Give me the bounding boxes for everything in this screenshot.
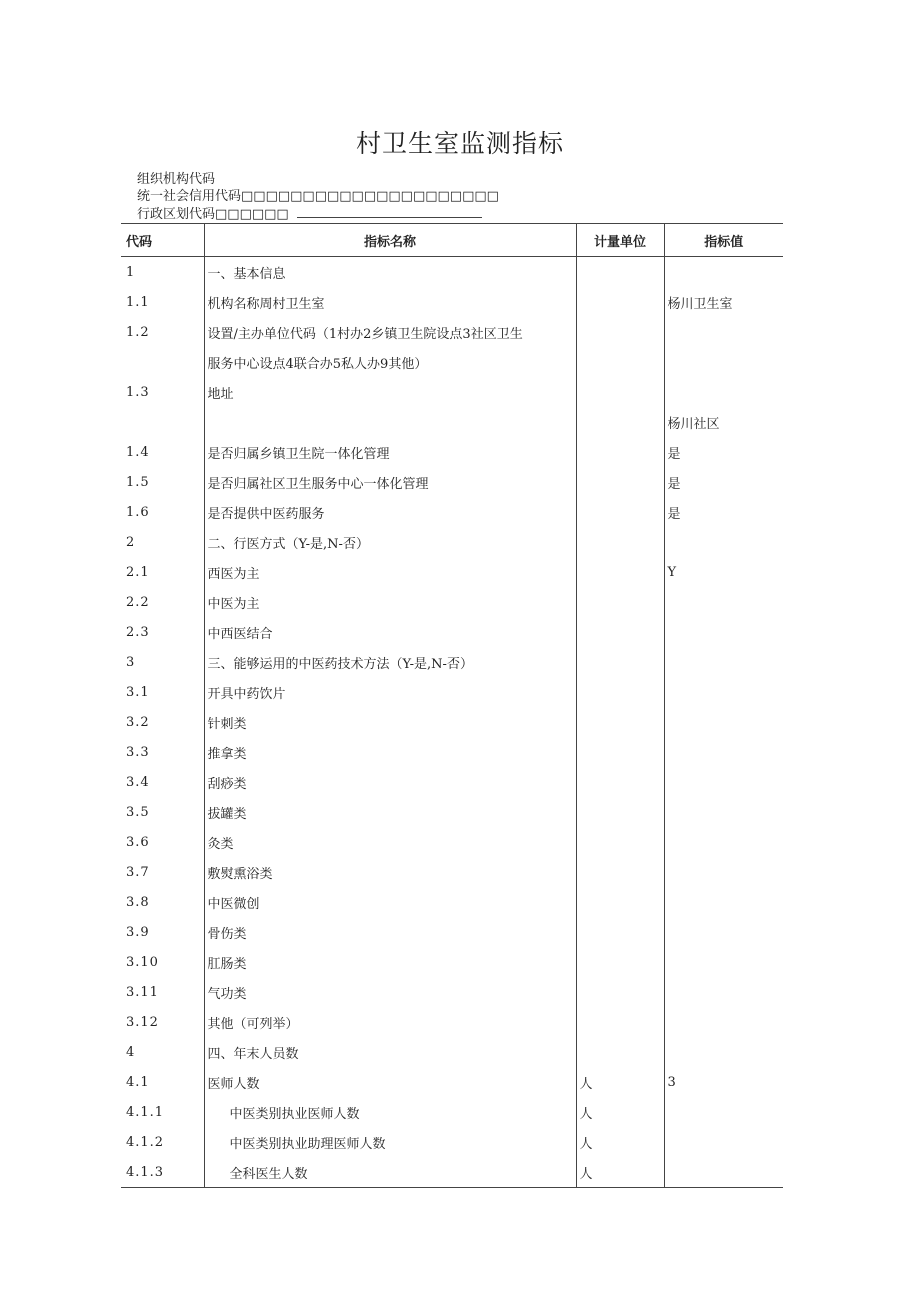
table-row	[121, 557, 783, 587]
row-code: 3.4	[126, 774, 150, 790]
row-value	[664, 977, 783, 1007]
row-name: 中医类别执业医师人数	[204, 1097, 576, 1127]
row-name: 四、年末人员数	[204, 1037, 576, 1067]
row-value	[664, 1157, 783, 1188]
row-name: 气功类	[204, 977, 576, 1007]
row-name: 中西医结合	[204, 617, 576, 647]
table-row	[121, 617, 783, 647]
table-row	[121, 317, 783, 347]
table-header-row	[121, 224, 783, 257]
table-row	[121, 1067, 783, 1097]
table-row	[121, 1037, 783, 1067]
row-name: 是否归属社区卫生服务中心一体化管理	[204, 467, 576, 497]
row-value	[664, 617, 783, 647]
row-code: 3.2	[126, 714, 150, 730]
row-name: 一、基本信息	[204, 257, 576, 288]
row-unit	[576, 587, 664, 617]
row-code: 4.1	[126, 1074, 150, 1090]
row-code: 3.8	[126, 894, 150, 910]
row-unit	[576, 287, 664, 317]
row-unit	[576, 257, 664, 288]
region-code-label: 行政区划代码□□□□□□	[137, 207, 289, 222]
row-code: 4.1.2	[126, 1134, 165, 1150]
header-unit: 计量单位	[576, 224, 664, 257]
row-name: 灸类	[204, 827, 576, 857]
row-value	[664, 317, 783, 347]
row-name: 中医为主	[204, 587, 576, 617]
row-code: 2	[126, 534, 136, 550]
row-name: 是否归属乡镇卫生院一体化管理	[204, 437, 576, 467]
table-row	[121, 677, 783, 707]
row-value: 是	[664, 497, 783, 527]
row-code: 1.3	[126, 384, 150, 400]
row-code: 3.1	[126, 684, 150, 700]
table-row	[121, 737, 783, 767]
row-name: 医师人数	[204, 1067, 576, 1097]
row-code: 2.3	[126, 624, 150, 640]
row-name: 中医类别执业助理医师人数	[204, 1127, 576, 1157]
row-unit	[576, 737, 664, 767]
table-row	[121, 497, 783, 527]
row-unit	[576, 857, 664, 887]
row-unit	[576, 887, 664, 917]
row-unit: 人	[576, 1097, 664, 1127]
table-row	[121, 1007, 783, 1037]
row-code: 1.2	[126, 324, 150, 340]
row-unit	[576, 527, 664, 557]
row-name: 全科医生人数	[204, 1157, 576, 1188]
row-name: 其他（可列举）	[204, 1007, 576, 1037]
row-name: 中医微创	[204, 887, 576, 917]
row-code: 4.1.1	[126, 1104, 165, 1120]
table-row	[121, 977, 783, 1007]
header-name: 指标名称	[204, 224, 576, 257]
row-unit	[576, 407, 664, 437]
row-value	[664, 737, 783, 767]
row-unit	[576, 1007, 664, 1037]
header-code: 代码	[121, 224, 204, 257]
row-unit	[576, 947, 664, 977]
table-row	[121, 347, 783, 377]
region-code-row	[137, 205, 482, 224]
row-unit	[576, 617, 664, 647]
row-code	[121, 407, 204, 437]
table-row	[121, 467, 783, 497]
table-row	[121, 857, 783, 887]
row-unit	[576, 827, 664, 857]
row-code: 1.1	[126, 294, 150, 310]
table-row	[121, 887, 783, 917]
row-value	[664, 347, 783, 377]
indicator-table	[121, 223, 783, 1188]
row-value: 是	[664, 437, 783, 467]
row-value	[664, 857, 783, 887]
row-name: 刮痧类	[204, 767, 576, 797]
row-value	[664, 1007, 783, 1037]
row-value	[664, 827, 783, 857]
table-row	[121, 797, 783, 827]
row-code: 3.7	[126, 864, 150, 880]
row-code: 3.9	[126, 924, 150, 940]
row-name: 西医为主	[204, 557, 576, 587]
row-unit: 人	[576, 1067, 664, 1097]
row-code: 1.4	[126, 444, 150, 460]
row-name: 推拿类	[204, 737, 576, 767]
row-value	[664, 767, 783, 797]
row-code: 3.5	[126, 804, 150, 820]
table-row	[121, 1097, 783, 1127]
row-code: 3	[126, 654, 136, 670]
table-row	[121, 707, 783, 737]
row-code: 3.12	[126, 1014, 159, 1030]
row-value	[664, 527, 783, 557]
row-code: 3.11	[126, 984, 159, 1000]
table-row	[121, 1127, 783, 1157]
row-value	[664, 1127, 783, 1157]
row-name: 骨伤类	[204, 917, 576, 947]
row-unit	[576, 677, 664, 707]
row-name	[204, 407, 576, 437]
row-unit	[576, 977, 664, 1007]
row-value: 是	[664, 467, 783, 497]
row-name: 二、行医方式（Y-是,N-否）	[204, 527, 576, 557]
row-name: 开具中药饮片	[204, 677, 576, 707]
row-name: 机构名称周村卫生室	[204, 287, 576, 317]
table-row	[121, 827, 783, 857]
row-code: 3.3	[126, 744, 150, 760]
table-row	[121, 1157, 783, 1188]
row-unit	[576, 437, 664, 467]
table-row	[121, 437, 783, 467]
row-name: 敷熨熏浴类	[204, 857, 576, 887]
row-value	[664, 707, 783, 737]
row-name: 服务中心设点4联合办5私人办9其他）	[204, 347, 576, 377]
row-unit	[576, 377, 664, 407]
row-code: 2.2	[126, 594, 150, 610]
row-value	[664, 947, 783, 977]
row-name: 拔罐类	[204, 797, 576, 827]
row-value	[664, 917, 783, 947]
row-code	[121, 347, 204, 377]
row-code: 4	[126, 1044, 136, 1060]
row-name: 是否提供中医药服务	[204, 497, 576, 527]
org-code-label: 组织机构代码	[137, 172, 216, 187]
row-name: 地址	[204, 377, 576, 407]
table-row	[121, 527, 783, 557]
row-value: 3	[664, 1067, 783, 1097]
row-code: 1	[126, 264, 136, 280]
row-unit	[576, 1037, 664, 1067]
row-value	[664, 257, 783, 288]
table-row	[121, 947, 783, 977]
row-unit	[576, 557, 664, 587]
credit-code-label: 统一社会信用代码□□□□□□□□□□□□□□□□□□□□□	[137, 189, 499, 204]
row-value	[664, 1097, 783, 1127]
table-row	[121, 767, 783, 797]
row-unit	[576, 497, 664, 527]
row-value	[664, 677, 783, 707]
table-row	[121, 257, 783, 288]
region-code-blank	[297, 205, 482, 218]
row-code: 1.6	[126, 504, 150, 520]
row-value	[664, 377, 783, 407]
row-unit: 人	[576, 1127, 664, 1157]
row-name: 肛肠类	[204, 947, 576, 977]
table-row	[121, 407, 783, 437]
row-unit: 人	[576, 1157, 664, 1188]
row-unit	[576, 767, 664, 797]
table-row	[121, 587, 783, 617]
row-name: 设置/主办单位代码（1村办2乡镇卫生院设点3社区卫生	[204, 317, 576, 347]
row-name: 三、能够运用的中医药技术方法（Y-是,N-否）	[204, 647, 576, 677]
table-row	[121, 647, 783, 677]
table-row	[121, 377, 783, 407]
row-unit	[576, 707, 664, 737]
row-value	[664, 1037, 783, 1067]
row-value	[664, 887, 783, 917]
row-code: 4.1.3	[121, 1157, 204, 1188]
table-row	[121, 287, 783, 317]
row-code: 1.5	[126, 474, 150, 490]
row-value	[664, 647, 783, 677]
row-value	[664, 797, 783, 827]
table-row	[121, 917, 783, 947]
row-code: 3.6	[126, 834, 150, 850]
row-value: 杨川社区	[664, 407, 783, 437]
row-unit	[576, 797, 664, 827]
row-code: 2.1	[126, 564, 150, 580]
header-value: 指标值	[664, 224, 783, 257]
row-value	[664, 587, 783, 617]
row-unit	[576, 647, 664, 677]
row-value: 杨川卫生室	[664, 287, 783, 317]
row-code: 3.10	[126, 954, 159, 970]
page-title: 村卫生室监测指标	[355, 129, 564, 158]
row-unit	[576, 917, 664, 947]
row-name: 针刺类	[204, 707, 576, 737]
row-unit	[576, 317, 664, 347]
row-unit	[576, 347, 664, 377]
row-value: Y	[664, 557, 783, 587]
row-unit	[576, 467, 664, 497]
